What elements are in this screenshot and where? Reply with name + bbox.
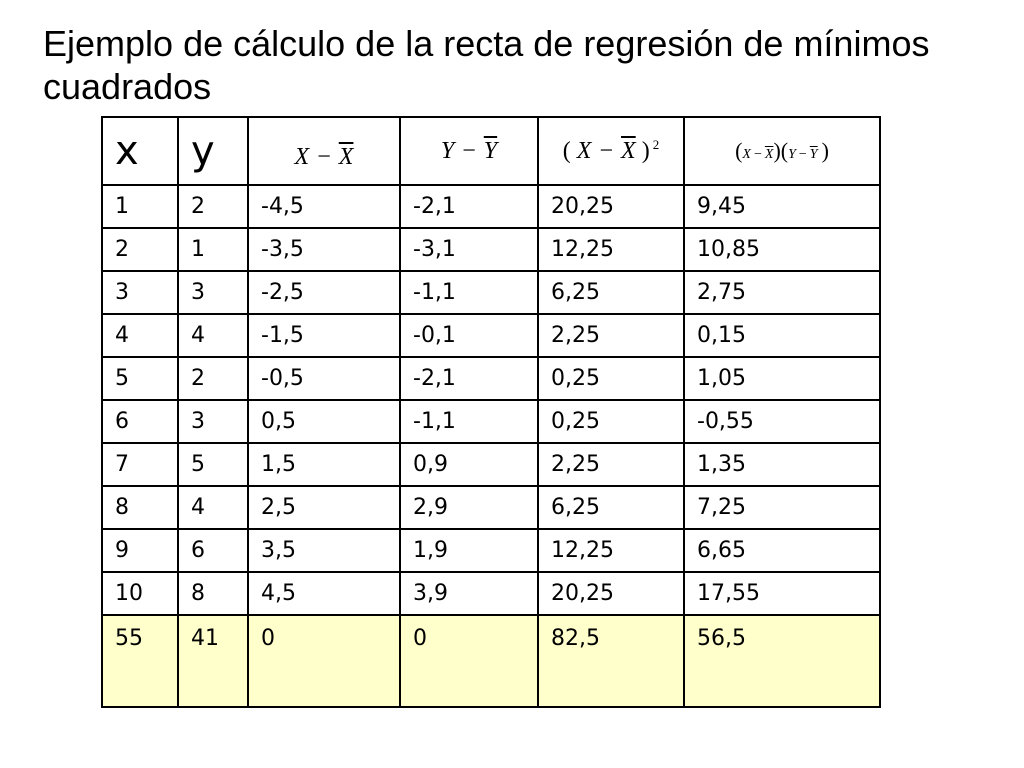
cell-product: 17,55 <box>684 572 880 615</box>
cell-y-deviation: -3,1 <box>400 228 538 271</box>
total-product: 56,5 <box>684 615 880 707</box>
header-x: x <box>102 117 178 185</box>
cell-product: -0,55 <box>684 400 880 443</box>
formula-x-deviation-squared: ( $X - \overline{X}$ ) $^2$ <box>562 137 660 164</box>
formula-x-minus-mean: $X - \overline{X}$ <box>294 143 354 170</box>
cell-y: 3 <box>178 271 248 314</box>
cell-x: 1 <box>102 185 178 228</box>
cell-x-deviation: -1,5 <box>248 314 400 357</box>
cell-y: 5 <box>178 443 248 486</box>
cell-product: 0,15 <box>684 314 880 357</box>
regression-table <box>101 116 881 708</box>
cell-x-deviation-squared: 0,25 <box>538 357 684 400</box>
cell-y: 3 <box>178 400 248 443</box>
cell-x-deviation: -0,5 <box>248 357 400 400</box>
total-x-deviation: 0 <box>248 615 400 707</box>
header-x-deviation <box>248 117 400 185</box>
table-row <box>102 228 880 271</box>
cell-x-deviation: 3,5 <box>248 529 400 572</box>
table-row <box>102 271 880 314</box>
cell-x-deviation-squared: 20,25 <box>538 572 684 615</box>
cell-x: 4 <box>102 314 178 357</box>
table-row <box>102 529 880 572</box>
cell-y: 4 <box>178 314 248 357</box>
table-row <box>102 185 880 228</box>
cell-y: 8 <box>178 572 248 615</box>
cell-y-deviation: 2,9 <box>400 486 538 529</box>
cell-x: 6 <box>102 400 178 443</box>
cell-y-deviation: 1,9 <box>400 529 538 572</box>
cell-y: 2 <box>178 185 248 228</box>
cell-y-deviation: -1,1 <box>400 271 538 314</box>
cell-x: 8 <box>102 486 178 529</box>
cell-product: 1,05 <box>684 357 880 400</box>
cell-y-deviation: -2,1 <box>400 185 538 228</box>
cell-y: 2 <box>178 357 248 400</box>
header-x-deviation-squared <box>538 117 684 185</box>
cell-product: 9,45 <box>684 185 880 228</box>
cell-x-deviation: 4,5 <box>248 572 400 615</box>
cell-x: 7 <box>102 443 178 486</box>
cell-x-deviation: 1,5 <box>248 443 400 486</box>
header-product-deviations <box>684 117 880 185</box>
cell-x-deviation: -2,5 <box>248 271 400 314</box>
page-title: Ejemplo de cálculo de la recta de regresión de mínimos cuadrados <box>43 23 930 107</box>
cell-x-deviation: 2,5 <box>248 486 400 529</box>
cell-x-deviation-squared: 2,25 <box>538 314 684 357</box>
header-y: y <box>178 117 248 185</box>
table-row <box>102 314 880 357</box>
cell-y-deviation: -0,1 <box>400 314 538 357</box>
cell-x: 5 <box>102 357 178 400</box>
cell-x-deviation-squared: 2,25 <box>538 443 684 486</box>
cell-product: 2,75 <box>684 271 880 314</box>
cell-product: 10,85 <box>684 228 880 271</box>
totals-row <box>102 615 880 707</box>
table-row <box>102 400 880 443</box>
cell-x: 2 <box>102 228 178 271</box>
cell-x: 10 <box>102 572 178 615</box>
cell-product: 6,65 <box>684 529 880 572</box>
cell-x-deviation-squared: 12,25 <box>538 529 684 572</box>
cell-y-deviation: -2,1 <box>400 357 538 400</box>
cell-x-deviation-squared: 6,25 <box>538 486 684 529</box>
table-row <box>102 443 880 486</box>
cell-x-deviation: -4,5 <box>248 185 400 228</box>
cell-y: 1 <box>178 228 248 271</box>
cell-x-deviation-squared: 12,25 <box>538 228 684 271</box>
cell-product: 7,25 <box>684 486 880 529</box>
table-row <box>102 572 880 615</box>
cell-y: 6 <box>178 529 248 572</box>
cell-x: 3 <box>102 271 178 314</box>
formula-product-deviations: $(X - \overline{X})(Y - \overline{Y}$ ) <box>735 138 829 163</box>
cell-x-deviation: -3,5 <box>248 228 400 271</box>
cell-x-deviation-squared: 20,25 <box>538 185 684 228</box>
total-y-deviation: 0 <box>400 615 538 707</box>
total-x: 55 <box>102 615 178 707</box>
cell-x-deviation-squared: 6,25 <box>538 271 684 314</box>
cell-x: 9 <box>102 529 178 572</box>
cell-x-deviation-squared: 0,25 <box>538 400 684 443</box>
header-y-deviation <box>400 117 538 185</box>
cell-product: 1,35 <box>684 443 880 486</box>
formula-y-minus-mean: $Y - \overline{Y}$ <box>440 137 498 164</box>
cell-y-deviation: 0,9 <box>400 443 538 486</box>
table-row <box>102 486 880 529</box>
total-y: 41 <box>178 615 248 707</box>
cell-y-deviation: -1,1 <box>400 400 538 443</box>
total-x-deviation-squared: 82,5 <box>538 615 684 707</box>
cell-x-deviation: 0,5 <box>248 400 400 443</box>
header-row <box>102 117 880 185</box>
cell-y-deviation: 3,9 <box>400 572 538 615</box>
cell-y: 4 <box>178 486 248 529</box>
table-row <box>102 357 880 400</box>
